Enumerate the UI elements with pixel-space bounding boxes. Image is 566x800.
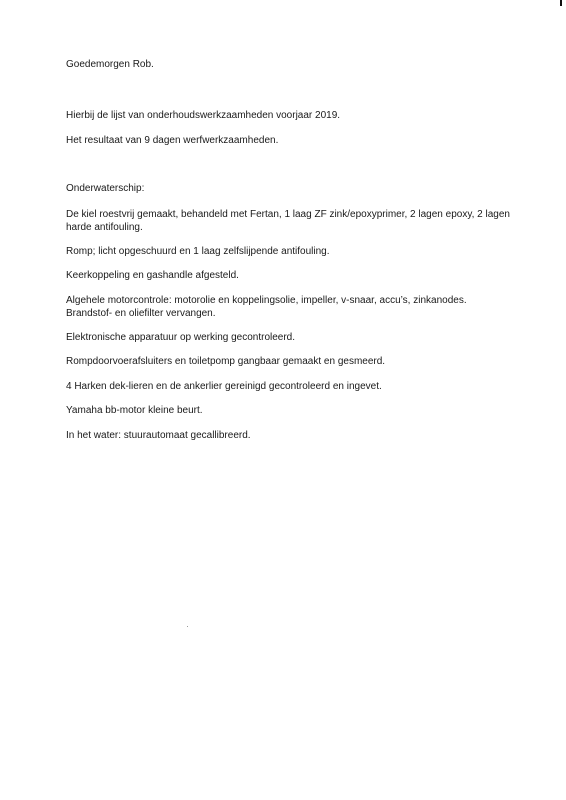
item-8: Yamaha bb-motor kleine beurt.: [66, 405, 203, 416]
item-7: 4 Harken dek-lieren en de ankerlier gereinigd gecontroleerd en ingevet.: [66, 381, 382, 392]
item-1-line-1: De kiel roestvrij gemaakt, behandeld met Fertan, 1 laag ZF zink/epoxyprimer, 2 lagen epoxy, 2 lagen: [66, 209, 510, 220]
intro-line-2: Het resultaat van 9 dagen werfwerkzaamheden.: [66, 135, 279, 146]
item-6: Rompdoorvoerafsluiters en toiletpomp gangbaar gemaakt en gesmeerd.: [66, 356, 386, 367]
greeting: Goedemorgen Rob.: [66, 59, 154, 70]
item-3: Keerkoppeling en gashandle afgesteld.: [66, 270, 239, 281]
scan-corner-mark: [560, 0, 562, 6]
item-4-line-2: Brandstof- en oliefilter vervangen.: [66, 308, 216, 319]
scan-speck: [187, 626, 188, 627]
section-heading: Onderwaterschip:: [66, 183, 145, 194]
intro-line-1: Hierbij de lijst van onderhoudswerkzaamheden voorjaar 2019.: [66, 110, 341, 121]
item-9: In het water: stuurautomaat gecallibreerd.: [66, 430, 251, 441]
item-4-line-1: Algehele motorcontrole: motorolie en koppelingsolie, impeller, v-snaar, accu’s, zinkanodes.: [66, 295, 467, 306]
item-2: Romp; licht opgeschuurd en 1 laag zelfslijpende antifouling.: [66, 246, 330, 257]
item-5: Elektronische apparatuur op werking gecontroleerd.: [66, 332, 296, 343]
item-1-line-2: harde antifouling.: [66, 222, 143, 233]
